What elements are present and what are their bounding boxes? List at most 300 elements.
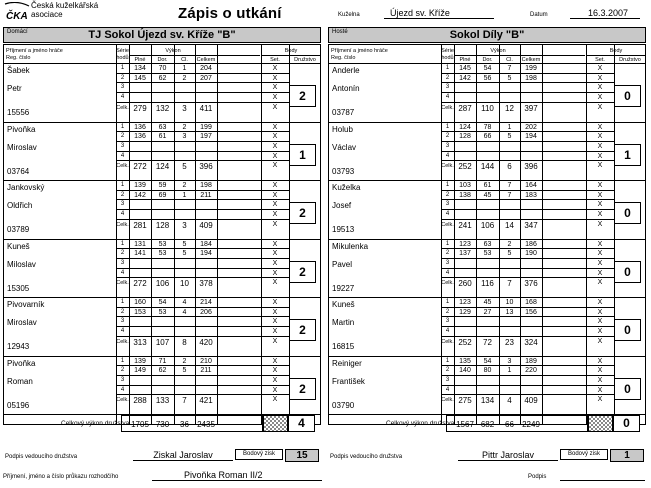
- player-total: 397: [524, 103, 538, 113]
- player-total: 72: [483, 337, 492, 347]
- lane-score: 197: [200, 133, 212, 141]
- set-mark: X: [272, 201, 278, 209]
- celk-label: Celk.: [116, 280, 129, 287]
- home-player-surname: Šabek: [7, 66, 30, 75]
- set-mark: X: [272, 337, 278, 345]
- home-player-firstname: Petr: [7, 84, 22, 93]
- player-total: 313: [133, 337, 147, 347]
- col-dor-header: Dor.: [157, 57, 168, 63]
- lane-score: 211: [200, 191, 212, 199]
- player-total: 10: [180, 279, 189, 289]
- player-total: 409: [524, 396, 538, 406]
- set-mark: X: [597, 182, 603, 189]
- lane-score: 5: [182, 250, 187, 258]
- team-total-value: 1567: [456, 420, 474, 429]
- lane-score: 206: [200, 308, 212, 316]
- away-player-points: 0: [614, 319, 641, 341]
- lane-number: 2: [120, 74, 125, 81]
- celk-label: Celk.: [441, 221, 454, 228]
- lane-score: 184: [200, 240, 212, 248]
- away-player-surname: Holub: [332, 124, 353, 134]
- set-mark: X: [597, 328, 603, 336]
- away-player-firstname: Josef: [332, 201, 352, 210]
- team-points: 0: [613, 415, 640, 432]
- player-total: 7: [182, 396, 187, 406]
- set-mark: X: [272, 328, 278, 336]
- player-total: 8: [182, 337, 187, 347]
- lane-score: 80: [483, 367, 492, 375]
- lane-score: 1: [182, 191, 187, 199]
- home-captain-row: [3, 449, 321, 465]
- home-player-reg: 15556: [7, 108, 30, 117]
- captain-value: Ziskal Jaroslav: [133, 450, 233, 461]
- col-druzstvo-header: Družstvo: [294, 57, 316, 63]
- lane-number: 2: [445, 250, 450, 257]
- lane-score: 1: [182, 65, 187, 72]
- player-total: 347: [524, 220, 538, 230]
- col-player-header: Příjmení a jméno hráče: [6, 48, 63, 54]
- set-mark: X: [272, 250, 278, 258]
- home-player-firstname: Miroslav: [7, 318, 37, 327]
- lane-number: 1: [445, 299, 450, 305]
- set-mark: X: [597, 250, 603, 258]
- celk-label: Celk.: [441, 163, 454, 170]
- set-mark: X: [272, 142, 278, 150]
- set-mark: X: [597, 142, 603, 150]
- lane-number: 3: [120, 201, 125, 208]
- lane-score: 202: [525, 123, 537, 131]
- home-player-firstname: Oldřich: [7, 201, 33, 210]
- lane-score: 3: [507, 357, 512, 365]
- signature-line: [560, 480, 645, 481]
- lane-number: 1: [445, 123, 450, 130]
- lane-score: 13: [505, 308, 514, 316]
- set-mark: X: [272, 386, 278, 394]
- lane-score: 124: [459, 123, 471, 131]
- player-total: 409: [199, 220, 213, 230]
- lane-score: 59: [158, 182, 167, 189]
- col-serie-header: Série: [116, 48, 129, 54]
- lane-score: 190: [525, 250, 537, 258]
- celk-label: Celk.: [116, 221, 129, 228]
- home-player-surname: Pivoňka: [7, 124, 36, 134]
- lane-score: 189: [525, 357, 537, 365]
- col-cl-header: Cl.: [181, 57, 188, 63]
- lane-score: 153: [134, 308, 146, 316]
- col-cl-header: Cl.: [506, 57, 513, 63]
- lane-score: 1: [507, 123, 512, 131]
- lane-score: 53: [158, 308, 167, 316]
- lane-score: 139: [134, 182, 146, 189]
- lane-score: 62: [158, 367, 167, 375]
- team-points: 4: [288, 415, 315, 432]
- col-body-header: Body: [284, 48, 298, 54]
- lane-number: 3: [120, 259, 125, 266]
- lane-score: 207: [200, 74, 212, 82]
- team-total-box: [446, 415, 588, 432]
- header-subline: [586, 55, 645, 56]
- header-subline: [261, 55, 320, 56]
- set-mark: X: [597, 74, 603, 82]
- player-total: 144: [480, 162, 495, 172]
- checker-cell: [588, 415, 613, 432]
- set-mark: X: [272, 220, 278, 228]
- bodovy-value: 15: [285, 449, 319, 462]
- set-mark: X: [597, 376, 603, 384]
- lane-number: 4: [120, 94, 125, 101]
- lane-score: 141: [134, 250, 146, 258]
- set-mark: X: [597, 123, 603, 131]
- player-total: 260: [458, 279, 472, 289]
- lane-score: 4: [182, 299, 187, 306]
- page-title: Zápis o utkání: [178, 5, 282, 22]
- player-total: 5: [182, 162, 187, 172]
- set-mark: X: [272, 299, 278, 306]
- celk-label: Celk.: [116, 338, 129, 345]
- team-total-label: Celkový výkon družstva: [386, 420, 455, 427]
- lane-score: 5: [507, 74, 512, 82]
- player-total: 288: [133, 396, 147, 406]
- date-label: Datum: [530, 12, 548, 18]
- lane-score: 199: [525, 65, 537, 72]
- set-mark: X: [597, 65, 603, 72]
- col-plne-header: Plné: [134, 57, 146, 63]
- away-player-firstname: Antonín: [332, 84, 360, 93]
- lane-number: 2: [445, 74, 450, 81]
- lane-score: 142: [134, 191, 146, 199]
- col-set-header: Set.: [270, 57, 280, 63]
- col-plne-header: Plné: [459, 57, 471, 63]
- team-total-value: 730: [155, 420, 170, 429]
- org-name: Česká kuželkářská asociace: [31, 1, 99, 19]
- team-total-value: 66: [505, 420, 514, 429]
- lane-number: 4: [445, 94, 450, 101]
- lane-score: 142: [459, 74, 471, 82]
- home-team-name: TJ Sokol Újezd sv. Kříže "B": [88, 29, 236, 41]
- set-mark: X: [272, 74, 278, 82]
- celk-label: Celk.: [441, 104, 454, 111]
- lane-score: 194: [200, 250, 212, 258]
- col-reg-header: Reg. číslo: [6, 55, 31, 61]
- set-mark: X: [272, 94, 278, 102]
- player-total: 3: [182, 103, 187, 113]
- set-mark: X: [272, 259, 278, 267]
- home-player-firstname: Roman: [7, 376, 33, 386]
- lane-score: 45: [483, 191, 492, 199]
- lane-number: 1: [445, 65, 450, 71]
- lane-score: 2: [507, 240, 512, 248]
- home-player-points: 2: [289, 319, 316, 341]
- home-player-surname: Pivovarník: [7, 300, 45, 309]
- lane-number: 4: [120, 386, 125, 393]
- set-mark: X: [272, 123, 278, 131]
- lane-number: 3: [120, 376, 125, 383]
- set-mark: X: [272, 396, 278, 404]
- lane-score: 56: [483, 74, 492, 82]
- player-total: 272: [133, 162, 147, 172]
- lane-number: 4: [120, 152, 125, 159]
- set-mark: X: [597, 133, 603, 141]
- set-mark: X: [272, 357, 278, 365]
- player-total: 133: [155, 396, 170, 406]
- set-mark: X: [597, 103, 603, 111]
- lane-score: 139: [134, 357, 146, 365]
- celk-label: Celk.: [441, 397, 454, 404]
- player-total: 116: [481, 279, 494, 289]
- home-player-firstname: Miloslav: [7, 259, 36, 269]
- lane-score: 78: [483, 123, 492, 131]
- venue-label: Kuželna: [338, 12, 360, 18]
- home-player-points: 2: [289, 261, 316, 283]
- player-total: 396: [524, 162, 538, 172]
- lane-score: 136: [134, 133, 146, 141]
- set-mark: X: [597, 308, 603, 316]
- away-player-firstname: František: [332, 376, 365, 386]
- lane-score: 7: [507, 182, 512, 189]
- away-player-surname: Mikulenka: [332, 241, 369, 251]
- away-player-firstname: Václav: [332, 142, 357, 152]
- away-player-points: 1: [614, 144, 641, 166]
- col-vykon-header: Výkon: [490, 48, 506, 54]
- team-total-label: Celkový výkon družstva: [61, 420, 130, 427]
- lane-score: 129: [459, 308, 471, 316]
- set-mark: X: [597, 337, 603, 345]
- lane-number: 1: [120, 65, 125, 71]
- set-mark: X: [597, 220, 603, 228]
- lane-number: 1: [120, 240, 125, 247]
- lane-number: 3: [445, 259, 450, 266]
- lane-score: 140: [459, 367, 471, 375]
- celk-label: Celk.: [116, 104, 129, 111]
- referee-label: Příjmení, jméno a číslo průkazu rozhodčího: [3, 474, 119, 480]
- lane-number: 1: [120, 357, 125, 364]
- home-player-surname: Kuneš: [7, 241, 30, 251]
- lane-score: 7: [507, 191, 512, 199]
- team-header: [3, 27, 321, 43]
- lane-number: 1: [120, 299, 125, 305]
- set-mark: X: [597, 152, 603, 160]
- lane-number: 4: [120, 211, 125, 218]
- away-side-label: Hosté: [332, 29, 348, 35]
- lane-score: 61: [483, 182, 492, 189]
- set-mark: X: [597, 396, 603, 404]
- lane-score: 70: [158, 65, 167, 72]
- home-player-reg: 03789: [7, 225, 30, 234]
- lane-score: 54: [483, 357, 492, 365]
- referee-value: Pivoňka Roman II/2: [152, 470, 322, 481]
- col-player-header: Příjmení a jméno hráče: [331, 48, 388, 54]
- lane-number: 2: [120, 367, 125, 374]
- header-subline: [129, 55, 260, 56]
- celk-label: Celk.: [116, 397, 129, 404]
- set-mark: X: [272, 191, 278, 199]
- set-mark: X: [597, 162, 603, 170]
- lane-score: 198: [525, 74, 537, 82]
- away-player-reg: 16815: [332, 342, 355, 351]
- player-total: 275: [458, 396, 472, 406]
- lane-number: 1: [445, 182, 450, 188]
- team-total-value: 682: [480, 420, 495, 429]
- lane-score: 2: [182, 357, 187, 365]
- player-total: 132: [155, 103, 170, 113]
- set-mark: X: [272, 269, 278, 277]
- player-total: 272: [133, 279, 147, 289]
- lane-number: 4: [445, 269, 450, 276]
- lane-number: 2: [120, 250, 125, 257]
- lane-number: 3: [120, 84, 125, 91]
- lane-number: 3: [120, 318, 125, 325]
- lane-number: 3: [445, 142, 450, 149]
- player-total: 106: [480, 220, 495, 230]
- col-dor-header: Dor.: [482, 57, 493, 63]
- lane-score: 2: [182, 74, 187, 82]
- lane-score: 53: [158, 240, 167, 248]
- set-mark: X: [272, 279, 278, 287]
- lane-score: 136: [134, 123, 146, 131]
- away-player-points: 0: [614, 85, 641, 107]
- lane-number: 4: [445, 152, 450, 159]
- player-total: 378: [199, 279, 213, 289]
- set-mark: X: [272, 84, 278, 92]
- away-player-surname: Reiniger: [332, 358, 362, 368]
- lane-score: 138: [459, 191, 471, 199]
- lane-score: 135: [459, 357, 471, 365]
- player-total: 281: [133, 220, 147, 230]
- lane-number: 1: [445, 240, 450, 247]
- lane-score: 194: [525, 133, 537, 141]
- bodovy-value: 1: [610, 449, 644, 462]
- lane-score: 54: [483, 65, 492, 72]
- home-team-total-row: [3, 415, 321, 433]
- lane-score: 54: [158, 299, 167, 306]
- celk-label: Celk.: [441, 280, 454, 287]
- team-total-box: [121, 415, 263, 432]
- lane-score: 123: [459, 240, 471, 248]
- set-mark: X: [272, 65, 278, 72]
- away-team-total-row: [328, 415, 646, 433]
- lane-number: 1: [120, 123, 125, 130]
- set-mark: X: [597, 84, 603, 92]
- player-total: 411: [199, 103, 213, 113]
- set-mark: X: [597, 299, 603, 306]
- player-total: 128: [155, 220, 170, 230]
- lane-score: 103: [459, 182, 471, 189]
- bodovy-label: Bodový zisk: [235, 449, 283, 460]
- away-team-name: Sokol Díly "B": [449, 29, 525, 41]
- player-total: 396: [199, 162, 213, 172]
- away-player-firstname: Pavel: [332, 259, 353, 269]
- away-player-points: 0: [614, 378, 641, 400]
- player-total: 324: [524, 337, 538, 347]
- set-mark: X: [597, 211, 603, 219]
- home-player-reg: 05196: [7, 400, 30, 410]
- lane-number: 4: [445, 211, 450, 218]
- lane-score: 61: [158, 133, 167, 141]
- away-player-reg: 03787: [332, 108, 355, 117]
- player-total: 279: [133, 103, 147, 113]
- lane-number: 2: [445, 191, 450, 198]
- home-player-points: 1: [289, 144, 316, 166]
- lane-score: 128: [459, 133, 471, 141]
- celk-label: Celk.: [441, 338, 454, 345]
- lane-number: 2: [120, 133, 125, 140]
- lane-score: 53: [483, 250, 492, 258]
- lane-score: 5: [507, 133, 512, 141]
- lane-score: 145: [134, 74, 146, 82]
- away-player-surname: Kuneš: [332, 300, 355, 309]
- lane-number: 2: [120, 308, 125, 315]
- captain-label: Podpis vedoucího družstva: [5, 454, 78, 460]
- captain-label: Podpis vedoucího družstva: [330, 454, 403, 460]
- away-player-reg: 19513: [332, 225, 355, 234]
- lane-number: 2: [445, 133, 450, 140]
- player-total: 241: [458, 220, 472, 230]
- set-mark: X: [272, 133, 278, 141]
- col-reg-header: Reg. číslo: [331, 55, 356, 61]
- lane-number: 3: [445, 318, 450, 325]
- lane-score: 131: [134, 240, 146, 248]
- team-header: [328, 27, 646, 43]
- home-player-reg: 03764: [7, 166, 30, 176]
- lane-score: 2: [182, 182, 187, 189]
- lane-score: 66: [483, 133, 492, 141]
- team-total-value: 1705: [131, 420, 149, 429]
- home-player-surname: Jankovský: [7, 183, 45, 192]
- away-player-points: 0: [614, 202, 641, 224]
- lane-score: 63: [158, 123, 167, 131]
- lane-score: 145: [459, 65, 471, 72]
- lane-number: 3: [120, 142, 125, 149]
- player-total: 110: [481, 103, 494, 113]
- lane-number: 4: [120, 328, 125, 335]
- lane-score: 186: [525, 240, 537, 248]
- score-grid: [328, 44, 646, 425]
- lane-score: 183: [525, 191, 537, 199]
- lane-score: 2: [182, 123, 187, 131]
- set-mark: X: [272, 103, 278, 111]
- set-mark: X: [272, 152, 278, 160]
- away-player-firstname: Martin: [332, 318, 355, 327]
- set-mark: X: [272, 308, 278, 316]
- team-total-value: 2435: [197, 420, 215, 429]
- home-player-firstname: Miroslav: [7, 142, 37, 152]
- set-mark: X: [597, 269, 603, 277]
- lane-number: 1: [445, 357, 450, 364]
- set-mark: X: [597, 318, 603, 326]
- player-total: 4: [507, 396, 512, 406]
- lane-score: 53: [158, 250, 167, 258]
- captain-value: Pittr Jaroslav: [458, 450, 558, 461]
- set-mark: X: [597, 191, 603, 199]
- col-vykon-header: Výkon: [165, 48, 181, 54]
- header-subline: [454, 55, 585, 56]
- lane-score: 168: [525, 299, 537, 306]
- set-mark: X: [597, 367, 603, 375]
- player-total: 287: [458, 103, 472, 113]
- lane-score: 27: [483, 308, 492, 316]
- col-serie-header: Série: [441, 48, 454, 54]
- set-mark: X: [272, 182, 278, 189]
- lane-number: 3: [445, 84, 450, 91]
- lane-score: 160: [134, 299, 146, 306]
- lane-score: 198: [200, 182, 212, 189]
- col-serie-header2: hodů: [441, 55, 454, 61]
- lane-score: 7: [507, 65, 512, 72]
- col-celkem-header: Celkem: [521, 57, 541, 63]
- date-value: 16.3.2007: [570, 8, 640, 19]
- away-player-reg: 19227: [332, 283, 355, 293]
- col-body-header: Body: [609, 48, 623, 54]
